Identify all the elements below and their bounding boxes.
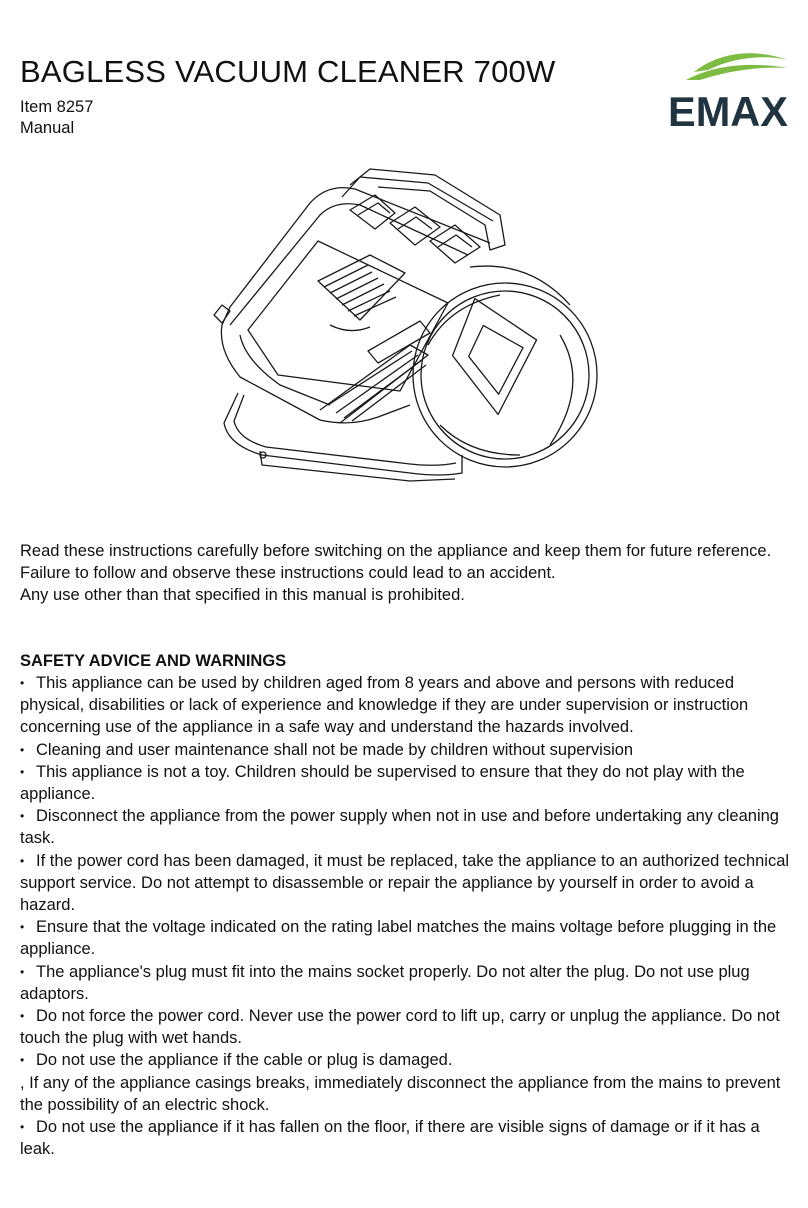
intro-line: Read these instructions carefully before switching on the appliance and keep them for future reference. — [20, 542, 772, 560]
intro-text — [20, 540, 795, 606]
safety-item-text: This appliance can be used by children aged from 8 years and above and persons with reduced physical, disabilities or lack of experience and knowledge if they are under supervision or instruction concerning use of the appliance in a safe way and understand the hazards involved. — [20, 674, 749, 737]
safety-item-text: Do not force the power cord. Never use the power cord to lift up, carry or unplug the appliance. Do not touch the plug with wet hands. — [20, 1007, 780, 1048]
safety-item-text: Do not use the appliance if the cable or plug is damaged. — [36, 1051, 453, 1070]
safety-item-text: Cleaning and user maintenance shall not be made by children without supervision — [36, 740, 634, 759]
safety-item-text: This appliance is not a toy. Children should be supervised to ensure that they do not play with the appliance. — [20, 762, 745, 804]
logo-text: EMAX — [668, 88, 788, 130]
bullet: • — [20, 920, 25, 935]
safety-item — [20, 961, 795, 1005]
bullet: • — [20, 1120, 25, 1135]
safety-item — [20, 672, 795, 739]
document-title: BAGLESS VACUUM CLEANER 700W — [20, 54, 556, 89]
bullet: • — [20, 1009, 25, 1024]
safety-heading: SAFETY ADVICE AND WARNINGS — [20, 652, 287, 670]
intro-line: Any use other than that specified in this manual is prohibited. — [20, 586, 465, 604]
safety-item — [20, 739, 795, 761]
manual-label: Manual — [20, 119, 75, 137]
safety-item — [20, 805, 795, 849]
safety-item — [20, 1049, 795, 1071]
safety-item-text: Disconnect the appliance from the power supply when not in use and before undertaking any cleaning task. — [20, 807, 779, 848]
emax-logo — [664, 50, 792, 130]
intro-line: Failure to follow and observe these instructions could lead to an accident. — [20, 564, 556, 582]
safety-item-text: The appliance's plug must fit into the mains socket properly. Do not alter the plug. Do not use plug adaptors. — [20, 962, 750, 1003]
bullet: • — [20, 742, 25, 757]
bullet: • — [20, 964, 25, 979]
safety-item — [20, 1072, 795, 1116]
item-number: Item 8257 — [20, 98, 94, 116]
bullet: • — [20, 764, 25, 779]
safety-item — [20, 1116, 795, 1160]
safety-item-text: , If any of the appliance casings breaks, immediately disconnect the appliance from the mains to prevent the possibility of an electric shock. — [20, 1073, 781, 1114]
safety-section — [20, 650, 795, 1160]
safety-item-text: If the power cord has been damaged, it must be replaced, take the appliance to an authorized technical support service. Do not attempt to disassemble or repair the appliance by yourself in order to avoid a hazard. — [20, 851, 790, 915]
safety-item — [20, 761, 795, 805]
vacuum-cleaner-icon — [200, 155, 610, 500]
safety-item-text: Ensure that the voltage indicated on the rating label matches the mains voltage before plugging in the appliance. — [20, 918, 777, 959]
safety-item-text: Do not use the appliance if it has fallen on the floor, if there are visible signs of damage or if it has a leak. — [20, 1118, 760, 1159]
bullet: • — [20, 853, 25, 868]
bullet: • — [20, 809, 25, 824]
safety-item — [20, 1005, 795, 1049]
bullet: • — [20, 676, 25, 690]
safety-list — [20, 672, 795, 1160]
vacuum-cleaner-illustration — [200, 155, 610, 500]
bullet: • — [20, 1053, 25, 1068]
safety-item — [20, 850, 795, 917]
safety-item — [20, 916, 795, 960]
